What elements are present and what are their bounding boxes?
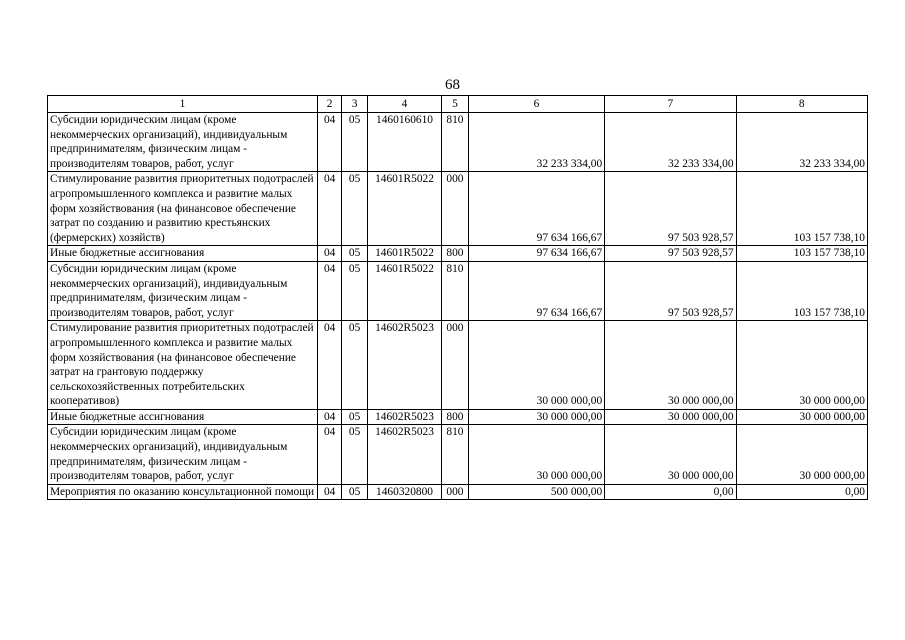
target-article-code: 14601R5022 [367,246,441,262]
subsection-code: 05 [342,484,367,500]
section-code: 04 [317,409,341,425]
page-number: 68 [445,77,460,93]
target-article-code: 14601R5022 [367,172,441,246]
subsection-code: 05 [342,261,367,320]
target-article-code: 14602R5023 [367,409,441,425]
table-row [48,172,868,246]
column-header: 3 [342,96,367,113]
table-row [48,321,868,410]
amount-col7: 32 233 334,00 [605,113,736,172]
column-header: 7 [605,96,736,113]
section-code: 04 [317,425,341,484]
table-row [48,113,868,172]
amount-col7: 0,00 [605,484,736,500]
column-header: 4 [367,96,441,113]
item-name: Субсидии юридическим лицам (кроме некоммерческих организаций), индивидуальным предпринимателям, физическим лицам - производителям товаров, работ, услуг [48,261,318,320]
section-code: 04 [317,321,341,410]
subsection-code: 05 [342,246,367,262]
amount-col6: 500 000,00 [468,484,604,500]
item-name: Иные бюджетные ассигнования [48,246,318,262]
amount-col6: 30 000 000,00 [468,321,604,410]
item-name: Стимулирование развития приоритетных подотраслей агропромышленного комплекса и развитие малых форм хозяйствования (на финансовое обеспечение затрат по созданию и развитию крестьянских (фермерских) хозяйств) [48,172,318,246]
amount-col7: 97 503 928,57 [605,261,736,320]
expense-type-code: 000 [442,172,468,246]
section-code: 04 [317,261,341,320]
amount-col8: 0,00 [736,484,867,500]
item-name: Мероприятия по оказанию консультационной помощи [48,484,318,500]
expense-type-code: 800 [442,409,468,425]
expense-type-code: 810 [442,425,468,484]
amount-col8: 103 157 738,10 [736,246,867,262]
subsection-code: 05 [342,321,367,410]
amount-col7: 97 503 928,57 [605,172,736,246]
item-name: Иные бюджетные ассигнования [48,409,318,425]
amount-col7: 30 000 000,00 [605,321,736,410]
subsection-code: 05 [342,172,367,246]
table-row [48,425,868,484]
expense-type-code: 000 [442,321,468,410]
table-row [48,409,868,425]
amount-col8: 103 157 738,10 [736,261,867,320]
target-article-code: 14602R5023 [367,425,441,484]
table-row [48,484,868,500]
column-header: 5 [442,96,468,113]
section-code: 04 [317,484,341,500]
amount-col6: 97 634 166,67 [468,172,604,246]
amount-col7: 30 000 000,00 [605,425,736,484]
amount-col8: 32 233 334,00 [736,113,867,172]
section-code: 04 [317,172,341,246]
column-header: 6 [468,96,604,113]
column-header: 1 [48,96,318,113]
expense-type-code: 000 [442,484,468,500]
amount-col6: 30 000 000,00 [468,425,604,484]
expense-type-code: 800 [442,246,468,262]
amount-col8: 30 000 000,00 [736,409,867,425]
amount-col6: 32 233 334,00 [468,113,604,172]
amount-col8: 103 157 738,10 [736,172,867,246]
item-name: Субсидии юридическим лицам (кроме некоммерческих организаций), индивидуальным предпринимателям, физическим лицам - производителям товаров, работ, услуг [48,113,318,172]
table-body [48,113,868,500]
expense-type-code: 810 [442,113,468,172]
subsection-code: 05 [342,425,367,484]
amount-col7: 30 000 000,00 [605,409,736,425]
item-name: Субсидии юридическим лицам (кроме некоммерческих организаций), индивидуальным предпринимателям, физическим лицам - производителям товаров, работ, услуг [48,425,318,484]
table-row [48,246,868,262]
budget-table [47,95,868,500]
column-header: 2 [317,96,341,113]
item-name: Стимулирование развития приоритетных подотраслей агропромышленного комплекса и развитие малых форм хозяйствования (на финансовое обеспечение затрат на грантовую поддержку сельскохозяйственных потребительских кооперативов) [48,321,318,410]
amount-col6: 97 634 166,67 [468,261,604,320]
expense-type-code: 810 [442,261,468,320]
target-article-code: 1460320800 [367,484,441,500]
subsection-code: 05 [342,113,367,172]
table-row [48,261,868,320]
section-code: 04 [317,113,341,172]
subsection-code: 05 [342,409,367,425]
target-article-code: 1460160610 [367,113,441,172]
target-article-code: 14602R5023 [367,321,441,410]
amount-col6: 30 000 000,00 [468,409,604,425]
amount-col6: 97 634 166,67 [468,246,604,262]
amount-col7: 97 503 928,57 [605,246,736,262]
header-row [48,96,868,113]
section-code: 04 [317,246,341,262]
table-header [48,96,868,113]
column-header: 8 [736,96,867,113]
amount-col8: 30 000 000,00 [736,321,867,410]
amount-col8: 30 000 000,00 [736,425,867,484]
target-article-code: 14601R5022 [367,261,441,320]
